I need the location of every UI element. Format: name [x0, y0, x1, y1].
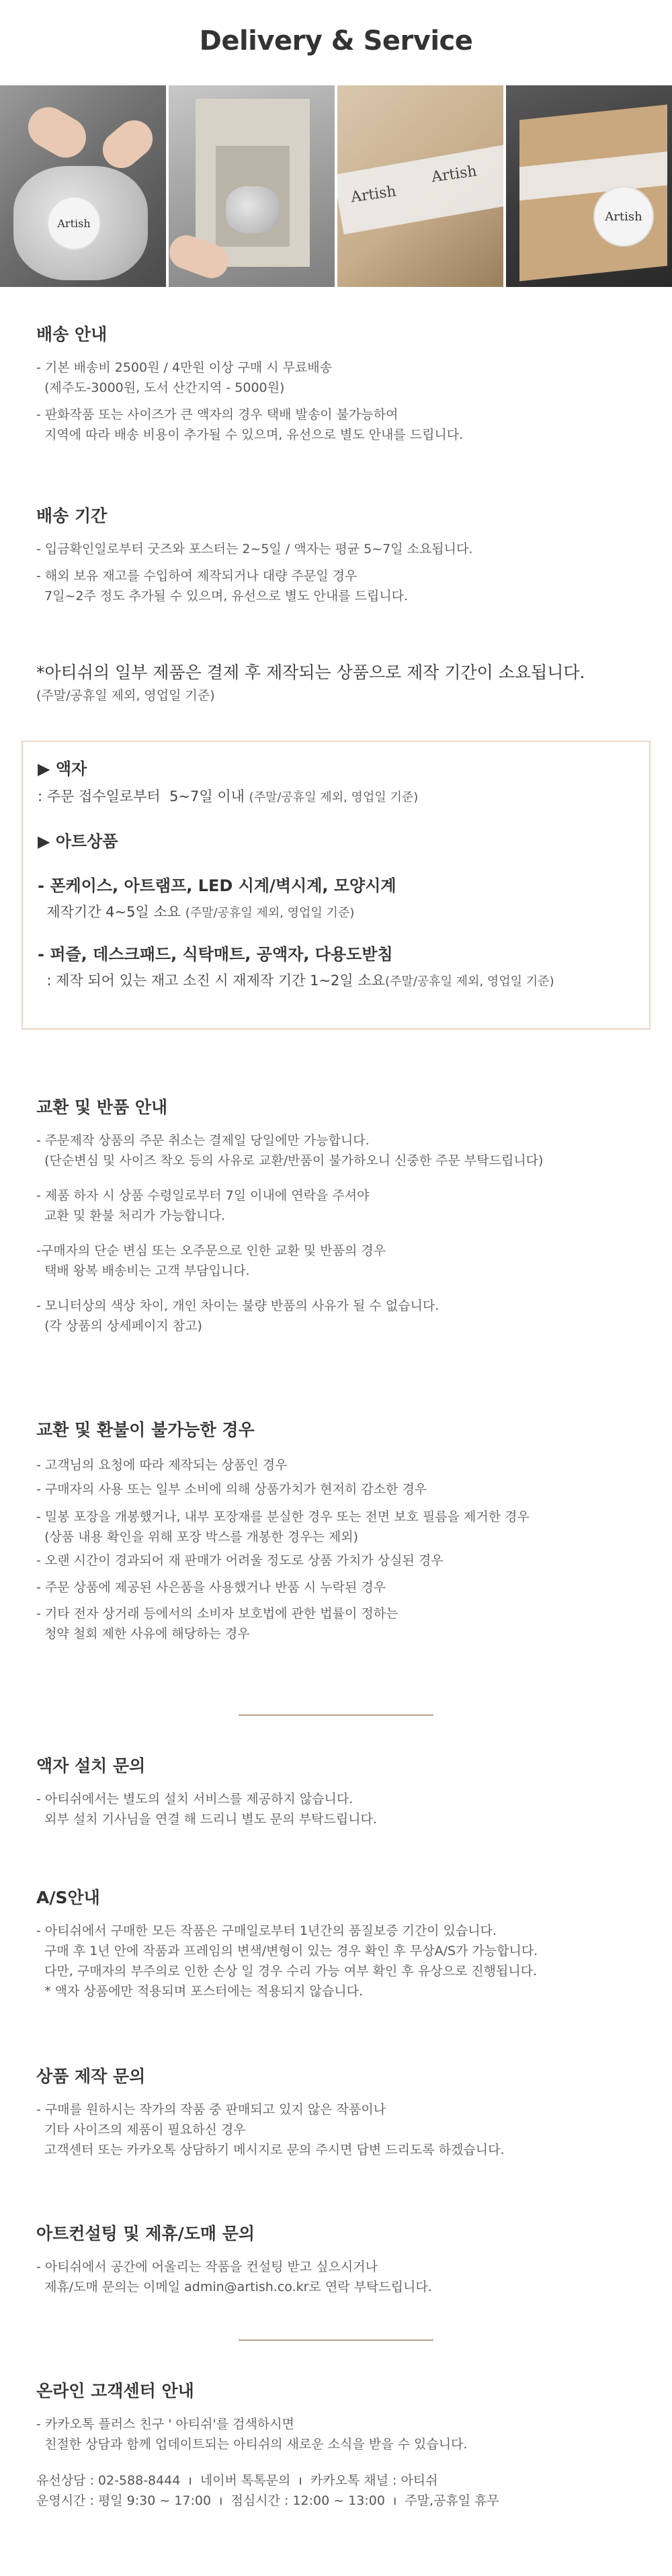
exchange-line: 택배 왕복 배송비는 고객 부담입니다.: [36, 1263, 250, 1278]
as-line: * 액자 상품에만 적용되며 포스터에는 적용되지 않습니다.: [36, 1984, 363, 1999]
photo-taped-box: [337, 85, 503, 287]
no-refund-section: [36, 1417, 641, 1644]
production-notice: [36, 661, 641, 707]
artish-sticker-1: Artish: [47, 196, 101, 250]
no-refund-line: - 주문 상품에 제공된 사은품을 사용했거나 반품 시 누락된 경우: [36, 1580, 386, 1595]
consulting-line: - 아티쉬에서 공간에 어울리는 작품을 컨설팅 받고 싶으시거나: [36, 2259, 378, 2274]
as-line: - 아티쉬에서 구매한 모든 작품은 구매일로부터 1년간의 품질보증 기간이 있습니다.: [36, 1923, 497, 1938]
contact-line: 유선상담 : 02-588-8444 ı 네이버 톡톡문의 ı 카카오톡 채널 : 아티쉬: [36, 2473, 438, 2488]
custom-line: - 구매를 원하시는 작가의 작품 중 판매되고 있지 않은 작품이나: [36, 2102, 386, 2117]
no-refund-line: 청약 철회 제한 사유에 해당하는 경우: [36, 1626, 250, 1641]
custom-title: 상품 제작 문의: [36, 2067, 146, 2086]
artish-tape-text-2: Artish: [430, 163, 478, 186]
exchange-line: - 주문제작 상품의 주문 취소는 결제일 당일에만 가능합니다.: [36, 1133, 370, 1148]
item2-title: - 퍼즐, 데스크패드, 식탁매트, 공액자, 다용도받침: [38, 945, 393, 964]
exchange-title: 교환 및 반품 안내: [36, 1097, 168, 1117]
custom-order-section: [36, 2063, 641, 2160]
item1-title: - 폰케이스, 아트램프, LED 시계/벽시계, 모양시계: [38, 876, 396, 895]
shipping-title: 배송 안내: [36, 325, 108, 344]
install-line: - 아티쉬에서는 별도의 설치 서비스를 제공하지 않습니다.: [36, 1792, 353, 1806]
as-line: 다만, 구매자의 부주의로 인한 손상 일 경우 수리 가능 여부 확인 후 유상으로 진행됩니다.: [36, 1964, 538, 1979]
consulting-line: 제휴/도매 문의는 이메일 admin@artish.co.kr로 연락 부탁드립니다.: [36, 2280, 432, 2294]
section-divider: [239, 1714, 433, 1716]
art-goods-heading: ▶ 아트상품: [38, 832, 118, 851]
install-title: 액자 설치 문의: [36, 1756, 146, 1776]
delivery-period-section: [36, 503, 641, 606]
photo-sealed-box: [506, 85, 672, 287]
photo-open-box: [169, 85, 335, 287]
install-section: [36, 1753, 641, 1829]
frame-heading: ▶ 액자: [38, 759, 87, 778]
shipping-line: - 기본 배송비 2500원 / 4만원 이상 구매 시 무료배송: [36, 360, 333, 375]
photo-packing-bubble-wrap: [0, 85, 166, 287]
shipping-line: - 판화작품 또는 사이즈가 큰 액자의 경우 택배 발송이 불가능하여: [36, 407, 398, 422]
consulting-title: 아트컨설팅 및 제휴/도매 문의: [36, 2224, 255, 2243]
delivery-photo-strip: [0, 85, 672, 287]
artish-sticker-2: Artish: [593, 186, 654, 247]
no-refund-line: - 기타 전자 상거래 등에서의 소비자 보호법에 관한 법률이 정하는: [36, 1606, 398, 1621]
period-title: 배송 기간: [36, 506, 108, 526]
consulting-section: [36, 2220, 641, 2297]
period-line: 7일~2주 정도 추가될 수 있으며, 유선으로 별도 안내를 드립니다.: [36, 589, 409, 604]
online-line: - 카카오톡 플러스 친구 ' 아티쉬'를 검색하시면: [36, 2417, 294, 2432]
no-refund-line: - 밀봉 포장을 개봉했거나, 내부 포장재를 분실한 경우 또는 전면 보호 필름을 제거한 경우: [36, 1509, 530, 1524]
page-title: Delivery & Service: [199, 26, 473, 56]
custom-line: 고객센터 또는 카카오톡 상담하기 메시지로 문의 주시면 답변 드리도록 하겠습니다.: [36, 2143, 505, 2157]
as-section: [36, 1884, 641, 2001]
no-refund-line: - 구매자의 사용 또는 일부 소비에 의해 상품가치가 현저히 감소한 경우: [36, 1482, 427, 1497]
artish-tape-text-1: Artish: [349, 183, 398, 206]
exchange-line: 교환 및 환불 처리가 가능합니다.: [36, 1208, 225, 1223]
exchange-line: -구매자의 단순 변심 또는 오주문으로 인한 교환 및 반품의 경우: [36, 1243, 386, 1258]
custom-line: 기타 사이즈의 제품이 필요하신 경우: [36, 2122, 246, 2137]
as-title: A/S안내: [36, 1888, 100, 1907]
exchange-line: (각 상품의 상세페이지 참고): [36, 1319, 202, 1333]
no-refund-title: 교환 및 환불이 불가능한 경우: [36, 1420, 255, 1440]
item2-line: : 제작 되어 있는 재고 소진 시 재제작 기간 1~2일 소요(주말/공휴일 제외, 영업일 기준): [38, 972, 554, 989]
exchange-line: - 모니터상의 색상 차이, 개인 차이는 불량 반품의 사유가 될 수 없습니다.: [36, 1298, 439, 1313]
production-period-box: [22, 741, 650, 1030]
no-refund-line: - 오랜 시간이 경과되어 재 판매가 어려울 정도로 상품 가치가 상실된 경우: [36, 1553, 444, 1568]
online-line: 친절한 상담과 함께 업데이트되는 아티쉬의 새로운 소식을 받을 수 있습니다.: [36, 2437, 468, 2452]
online-title: 온라인 고객센터 안내: [36, 2381, 194, 2401]
no-refund-line: (상품 내용 확인을 위해 포장 박스를 개봉한 경우는 제외): [36, 1530, 359, 1544]
item1-line: 제작기간 4~5일 소요 (주말/공휴일 제외, 영업일 기준): [38, 904, 355, 920]
notice-sub: (주말/공휴일 제외, 영업일 기준): [36, 688, 215, 703]
shipping-section: [36, 321, 641, 445]
section-divider: [239, 2339, 433, 2341]
shipping-line: (제주도-3000원, 도서 산간지역 - 5000원): [36, 380, 285, 395]
period-line: - 입금확인일로부터 굿즈와 포스터는 2~5일 / 액자는 평균 5~7일 소요됩니다.: [36, 542, 473, 556]
exchange-line: - 제품 하자 시 상품 수령일로부터 7일 이내에 연락을 주셔야: [36, 1188, 370, 1203]
period-line: - 해외 보유 재고를 수입하여 제작되거나 대량 주문일 경우: [36, 569, 358, 583]
as-line: 구매 후 1년 안에 작품과 프레임의 변색/변형이 있는 경우 확인 후 무상A/S가 가능합니다.: [36, 1944, 538, 1958]
shipping-line: 지역에 따라 배송 비용이 추가될 수 있으며, 유선으로 별도 안내를 드립니다.: [36, 427, 464, 442]
exchange-line: (단순변심 및 사이즈 착오 등의 사유로 교환/반품이 불가하오니 신중한 주문 부탁드립니다): [36, 1153, 544, 1168]
notice-main: *아티쉬의 일부 제품은 결제 후 제작되는 상품으로 제작 기간이 소요됩니다.: [36, 663, 585, 682]
frame-line: : 주문 접수일로부터 5~7일 이내 (주말/공휴일 제외, 영업일 기준): [38, 788, 419, 804]
no-refund-line: - 고객님의 요청에 따라 제작되는 상품인 경우: [36, 1458, 288, 1472]
exchange-section: [36, 1094, 641, 1336]
online-cs-section: [36, 2378, 641, 2511]
hours-line: 운영시간 : 평일 9:30 ~ 17:00 ı 점심시간 : 12:00 ~ 13:00 ı 주말,공휴일 휴무: [36, 2493, 499, 2508]
install-line: 외부 설치 기사님을 연결 해 드리니 별도 문의 부탁드립니다.: [36, 1812, 377, 1827]
